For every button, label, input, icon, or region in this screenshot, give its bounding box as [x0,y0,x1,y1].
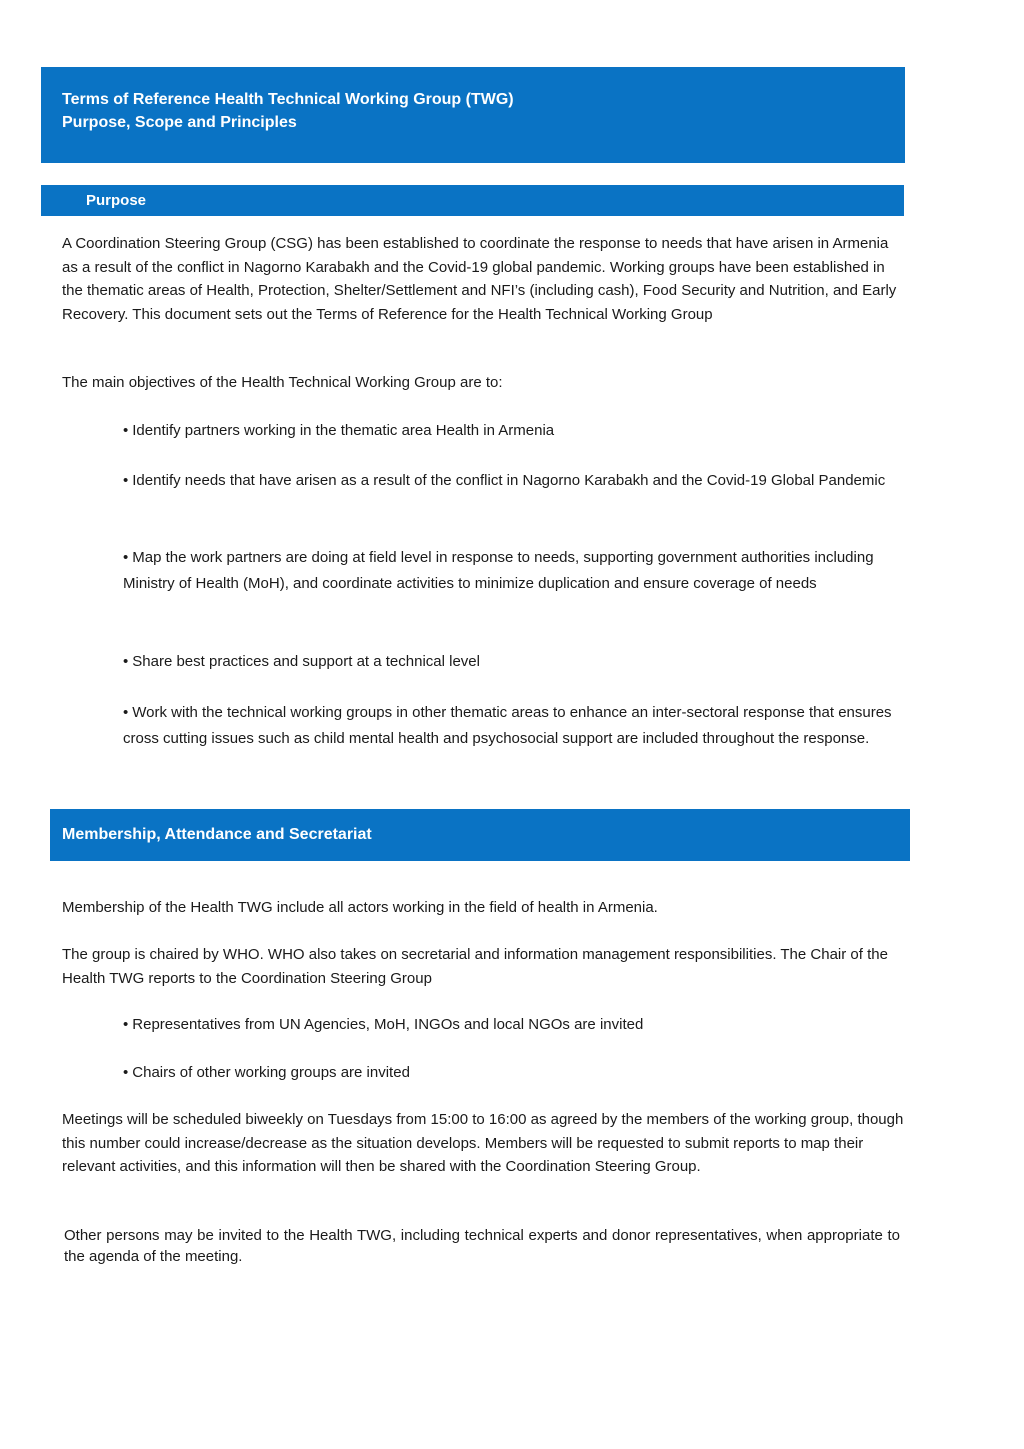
objective-item-5 [123,700,903,752]
objective-text: Work with the technical working groups in other thematic areas to enhance an inter-sectoral response that ensures cross cutting issues such as child mental health and psychosocial support are included throughout the response. [123,704,892,747]
membership-paragraph-1: Membership of the Health TWG include all actors working in the field of health in Armenia. [62,899,658,916]
section-heading-membership: Membership, Attendance and Secretariat [50,809,910,861]
bullet-marker: • [123,1064,129,1081]
meetings-paragraph: Meetings will be scheduled biweekly on Tuesdays from 15:00 to 16:00 as agreed by the members of the working group, though this number could increase/decrease as the situation develops. Members will be requested to submit reports to map their relevant activities, and this information will then be shared with the Coordination Steering Group. [62,1111,904,1175]
objective-text: Map the work partners are doing at field level in response to needs, supporting government authorities including Ministry of Health (MoH), and coordinate activities to minimize duplication and ensure coverage of needs [123,549,874,592]
membership-bullet-text: Representatives from UN Agencies, MoH, INGOs and local NGOs are invited [132,1016,644,1033]
objective-item-1 [123,418,903,444]
membership-bullet-1 [123,1012,903,1038]
objectives-lead-paragraph: The main objectives of the Health Technical Working Group are to: [62,374,503,391]
membership-bullet-text: Chairs of other working groups are invited [132,1064,410,1081]
objective-text: Identify needs that have arisen as a result of the conflict in Nagorno Karabakh and the Covid-19 Global Pandemic [132,472,886,489]
bullet-marker: • [123,653,129,670]
bullet-marker: • [123,704,129,721]
document-subtitle: Purpose, Scope and Principles [62,114,297,131]
objective-text: Share best practices and support at a technical level [132,653,480,670]
membership-bullet-2 [123,1060,903,1086]
purpose-intro-paragraph: A Coordination Steering Group (CSG) has been established to coordinate the response to needs that have arisen in Armenia as a result of the conflict in Nagorno Karabakh and the Covid-19 global pandemic. Working groups have been established in the thematic areas of Health, Protection, Shelter/Settlement and NFI’s (including cash), Food Security and Nutrition, and Early Recovery. This document sets out the Terms of Reference for the Health Technical Working Group [62,235,897,323]
document-title-banner [41,67,905,163]
bullet-marker: • [123,422,129,439]
objective-item-2 [123,468,903,494]
other-persons-paragraph: Other persons may be invited to the Health TWG, including technical experts and donor representatives, when appropriate to the agenda of the meeting. [64,1227,900,1265]
objective-text: Identify partners working in the thematic area Health in Armenia [132,422,555,439]
section-heading-purpose: Purpose [41,185,904,216]
bullet-marker: • [123,549,129,566]
bullet-marker: • [123,472,129,489]
objective-item-3 [123,545,903,597]
membership-paragraph-2: The group is chaired by WHO. WHO also takes on secretarial and information management responsibilities. The Chair of the Health TWG reports to the Coordination Steering Group [62,946,888,987]
bullet-marker: • [123,1016,129,1033]
objective-item-4 [123,649,903,675]
document-title: Terms of Reference Health Technical Working Group (TWG) [62,91,514,108]
